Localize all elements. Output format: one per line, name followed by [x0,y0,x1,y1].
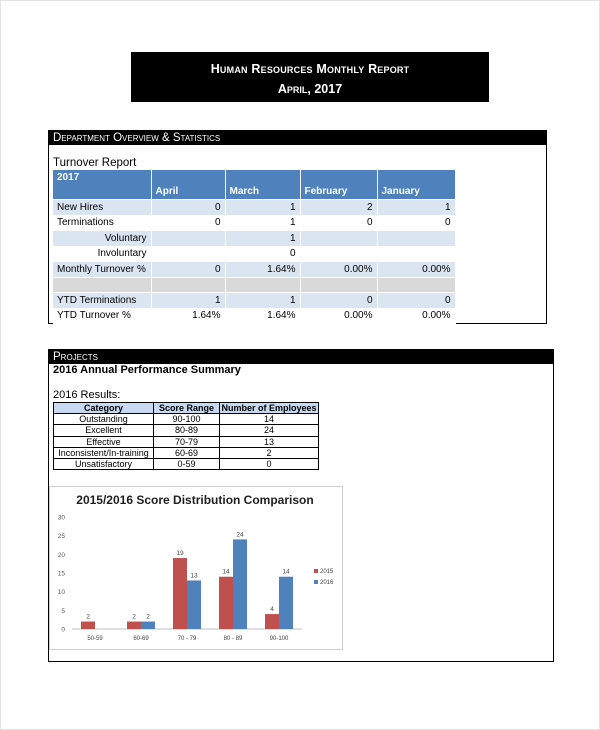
header-employees: Number of Employees [221,403,317,414]
cell: 2 [300,200,377,216]
legend-label: 2016 [320,580,334,586]
x-tick-label: 90-100 [269,636,289,642]
cell: 1 [225,231,300,247]
y-tick-label: 0 [61,626,65,634]
legend-swatch [314,580,318,584]
row-label: YTD Terminations [53,293,151,309]
cell: 70-79 [154,436,220,447]
turnover-report-label: Turnover Report [53,157,137,169]
y-tick-label: 10 [57,589,65,597]
data-label: 24 [236,531,244,539]
year-cell: 2017 [53,170,151,200]
col-march: March [225,170,300,200]
y-tick-label: 25 [57,533,65,541]
cell: 1 [151,293,225,309]
data-label: 2 [146,613,150,621]
cell: 2 [220,447,319,458]
bar-2015 [173,558,187,629]
cell: Unsatisfactory [54,458,154,469]
cell: 1 [377,200,455,216]
row-label: Terminations [53,215,151,231]
data-label: 14 [282,568,290,576]
legend-swatch [314,569,318,573]
cell: 0-59 [154,458,220,469]
cell: 0 [220,458,319,469]
cell: 0 [151,200,225,216]
header-category: Category [54,403,154,414]
bar-2015 [265,614,279,629]
col-february: February [300,170,377,200]
data-label: 14 [222,568,230,576]
report-title: Human Resources Monthly Report [210,62,410,76]
cell: 24 [220,425,319,436]
row-label: Monthly Turnover % [53,262,151,278]
cell: 60-69 [154,447,220,458]
cell: 1.64% [225,262,300,278]
cell: 80-89 [154,425,220,436]
bar-2015 [81,622,95,629]
cell: Outstanding [54,414,154,425]
row-label: New Hires [53,200,151,216]
cell: 1 [225,215,300,231]
bar-2015 [127,622,141,629]
cell: 0 [377,293,455,309]
results-label: 2016 Results: [53,389,121,401]
col-january: January [377,170,455,200]
x-tick-label: 70 - 79 [177,636,197,642]
bar-2016 [141,622,155,629]
data-label: 19 [176,550,184,558]
data-label: 2 [86,613,90,621]
cell: 0 [225,246,300,262]
cell: 0 [151,215,225,231]
data-label: 2 [132,613,136,621]
y-tick-label: 5 [61,607,65,615]
y-tick-label: 20 [57,551,65,559]
department-section-title: Department Overview & Statistics [49,131,546,145]
report-date: April, 2017 [277,82,343,96]
row-label: Involuntary [53,246,151,262]
col-april: April [151,170,225,200]
cell: 1 [225,200,300,216]
cell: 1.64% [225,308,300,324]
bar-2015 [219,577,233,629]
data-label: 4 [270,606,274,614]
performance-summary-title: 2016 Annual Performance Summary [53,364,241,376]
header-score-range: Score Range [154,403,220,414]
cell: 1.64% [151,308,225,324]
row-label: YTD Turnover % [53,308,151,324]
bar-2016 [233,539,247,629]
cell: Effective [54,436,154,447]
bar-2016 [279,577,293,629]
cell: 0 [377,215,455,231]
legend-label: 2015 [320,569,334,575]
cell: Inconsistent/In-training [54,447,154,458]
cell: 1 [225,293,300,309]
cell: 0.00% [377,308,455,324]
cell: 0.00% [300,308,377,324]
projects-section-title: Projects [49,350,553,364]
cell: 90-100 [154,414,220,425]
cell: 0 [151,262,225,278]
cell: 0 [300,293,377,309]
cell: 14 [220,414,319,425]
x-tick-label: 80 - 89 [223,636,243,642]
cell: 0.00% [300,262,377,278]
data-label: 13 [190,572,198,580]
chart-title: 2015/2016 Score Distribution Comparison [76,493,314,507]
cell: 13 [220,436,319,447]
bar-2016 [187,580,201,629]
row-label: Voluntary [53,231,151,247]
y-tick-label: 30 [57,514,65,522]
cell: 0.00% [377,262,455,278]
x-tick-label: 60-69 [133,636,149,642]
x-tick-label: 50-59 [87,636,103,642]
cell: Excellent [54,425,154,436]
y-tick-label: 15 [57,570,65,578]
cell: 0 [300,215,377,231]
